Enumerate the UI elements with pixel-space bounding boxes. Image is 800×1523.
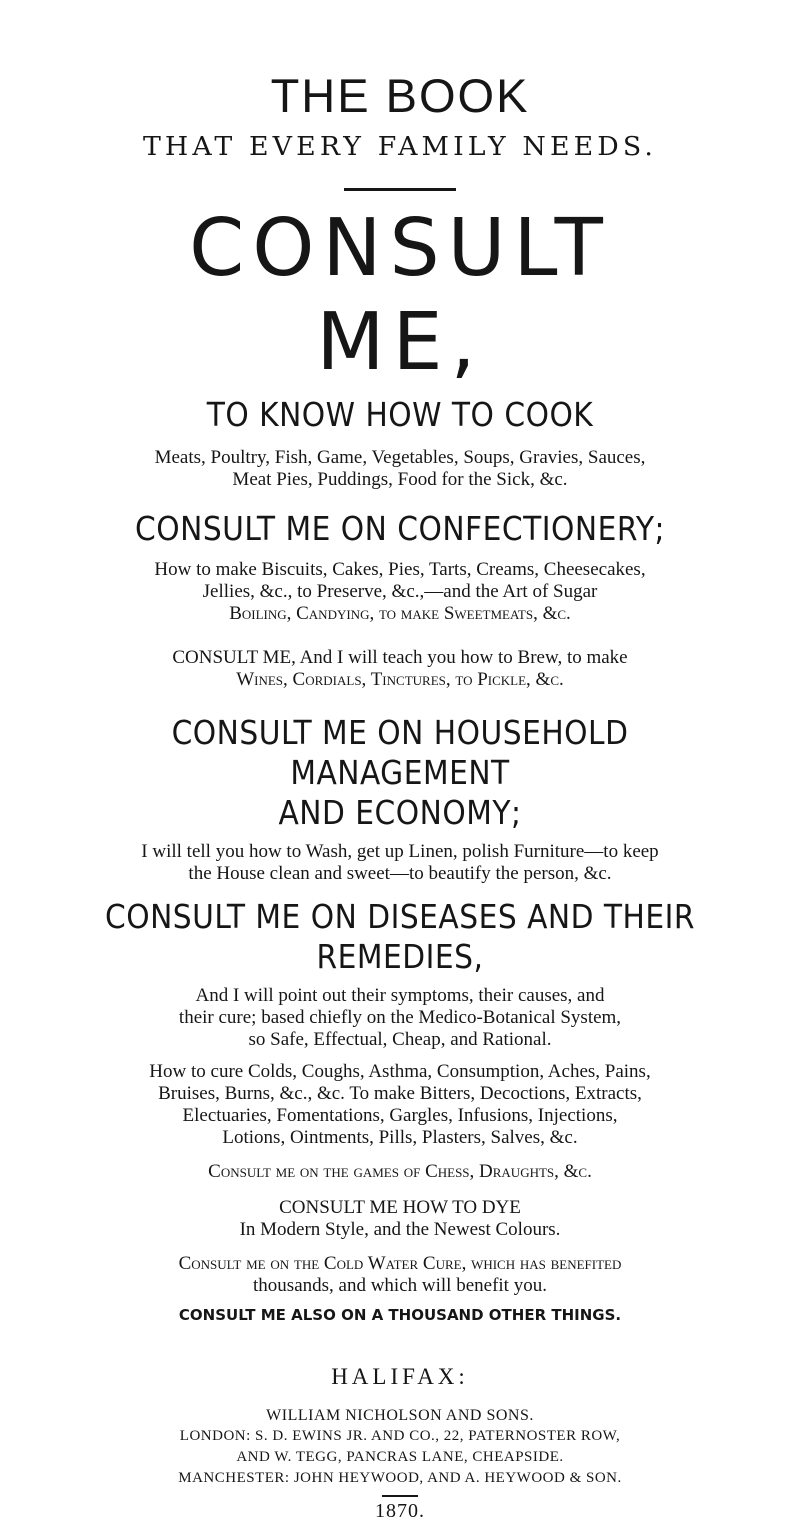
household-line-1: I will tell you how to Wash, get up Linen, polish Furniture—to keep [141,841,659,862]
diseases-body [96,985,704,1051]
water-cure-section [96,1253,704,1297]
confectionery-heading: CONSULT ME ON CONFECTIONERY; [135,509,665,548]
brew-section [96,647,704,691]
confectionery-line-1: How to make Biscuits, Cakes, Pies, Tarts, Creams, Cheesecakes, [154,559,646,580]
cure-line-3: Electuaries, Fomentations, Gargles, Infusions, Injections, [182,1105,618,1126]
chess-line: Consult me on the games of Chess, Draughts, &c. [208,1161,592,1182]
household-line-2: the House clean and sweet—to beautify the person, &c. [188,863,612,884]
diseases-line-2: their cure; based chiefly on the Medico-Botanical System, [178,1007,622,1028]
brew-line-2: Wines, Cordials, Tinctures, to Pickle, &c. [236,669,564,690]
cook-heading: TO KNOW HOW TO COOK [206,395,594,434]
household-heading [96,713,704,833]
thousand-things-line: CONSULT ME ALSO ON A THOUSAND OTHER THINGS. [178,1306,622,1324]
diseases-line-1: And I will point out their symptoms, their causes, and [195,985,605,1006]
cure-body [96,1061,704,1149]
title-line-2: THAT EVERY FAMILY NEEDS. [142,132,658,162]
dye-section [96,1197,704,1241]
imprint-publisher: WILLIAM NICHOLSON AND SONS. [266,1407,534,1424]
household-heading-line-1: CONSULT ME ON HOUSEHOLD MANAGEMENT [171,713,629,792]
confectionery-line-3: Boiling, Candying, to make Sweetmeats, &c. [229,603,571,624]
confectionery-line-2: Jellies, &c., to Preserve, &c.,—and the Art of Sugar [202,581,598,602]
divider-rule [344,188,456,191]
water-cure-line-1: Consult me on the Cold Water Cure, which has benefited [178,1253,622,1274]
diseases-line-3: so Safe, Effectual, Cheap, and Rational. [248,1029,552,1050]
imprint-london-line-1: LONDON: S. D. EWINS JR. AND CO., 22, PATERNOSTER ROW, [179,1428,621,1444]
dye-line-1: CONSULT ME HOW TO DYE [279,1197,521,1218]
cook-body [96,447,704,491]
diseases-heading: CONSULT ME ON DISEASES AND THEIR REMEDIES, [104,897,696,976]
imprint-place: HALIFAX: [331,1364,469,1389]
cure-line-2: Bruises, Burns, &c., &c. To make Bitters, Decoctions, Extracts, [158,1083,642,1104]
confectionery-body [96,559,704,625]
brew-line-1: CONSULT ME, And I will teach you how to Brew, to make [172,647,628,668]
cook-line-1: Meats, Poultry, Fish, Game, Vegetables, Soups, Gravies, Sauces, [154,447,646,468]
imprint-london-line-2: AND W. TEGG, PANCRAS LANE, CHEAPSIDE. [236,1449,564,1465]
dye-line-2: In Modern Style, and the Newest Colours. [239,1219,561,1240]
title-line-1: THE BOOK [270,69,530,122]
household-body [96,841,704,885]
cure-line-4: Lotions, Ointments, Pills, Plasters, Salves, &c. [222,1127,578,1148]
cure-line-1: How to cure Colds, Coughs, Asthma, Consumption, Aches, Pains, [149,1061,651,1082]
imprint-rule [382,1495,418,1497]
water-cure-line-2: thousands, and which will benefit you. [253,1275,547,1296]
imprint-manchester: MANCHESTER: JOHN HEYWOOD, AND A. HEYWOOD & SON. [178,1470,622,1486]
household-heading-line-2: AND ECONOMY; [278,793,522,832]
headline: CONSULT ME, [189,202,611,388]
imprint-year: 1870. [375,1500,425,1522]
cook-line-2: Meat Pies, Puddings, Food for the Sick, &c. [232,469,568,490]
